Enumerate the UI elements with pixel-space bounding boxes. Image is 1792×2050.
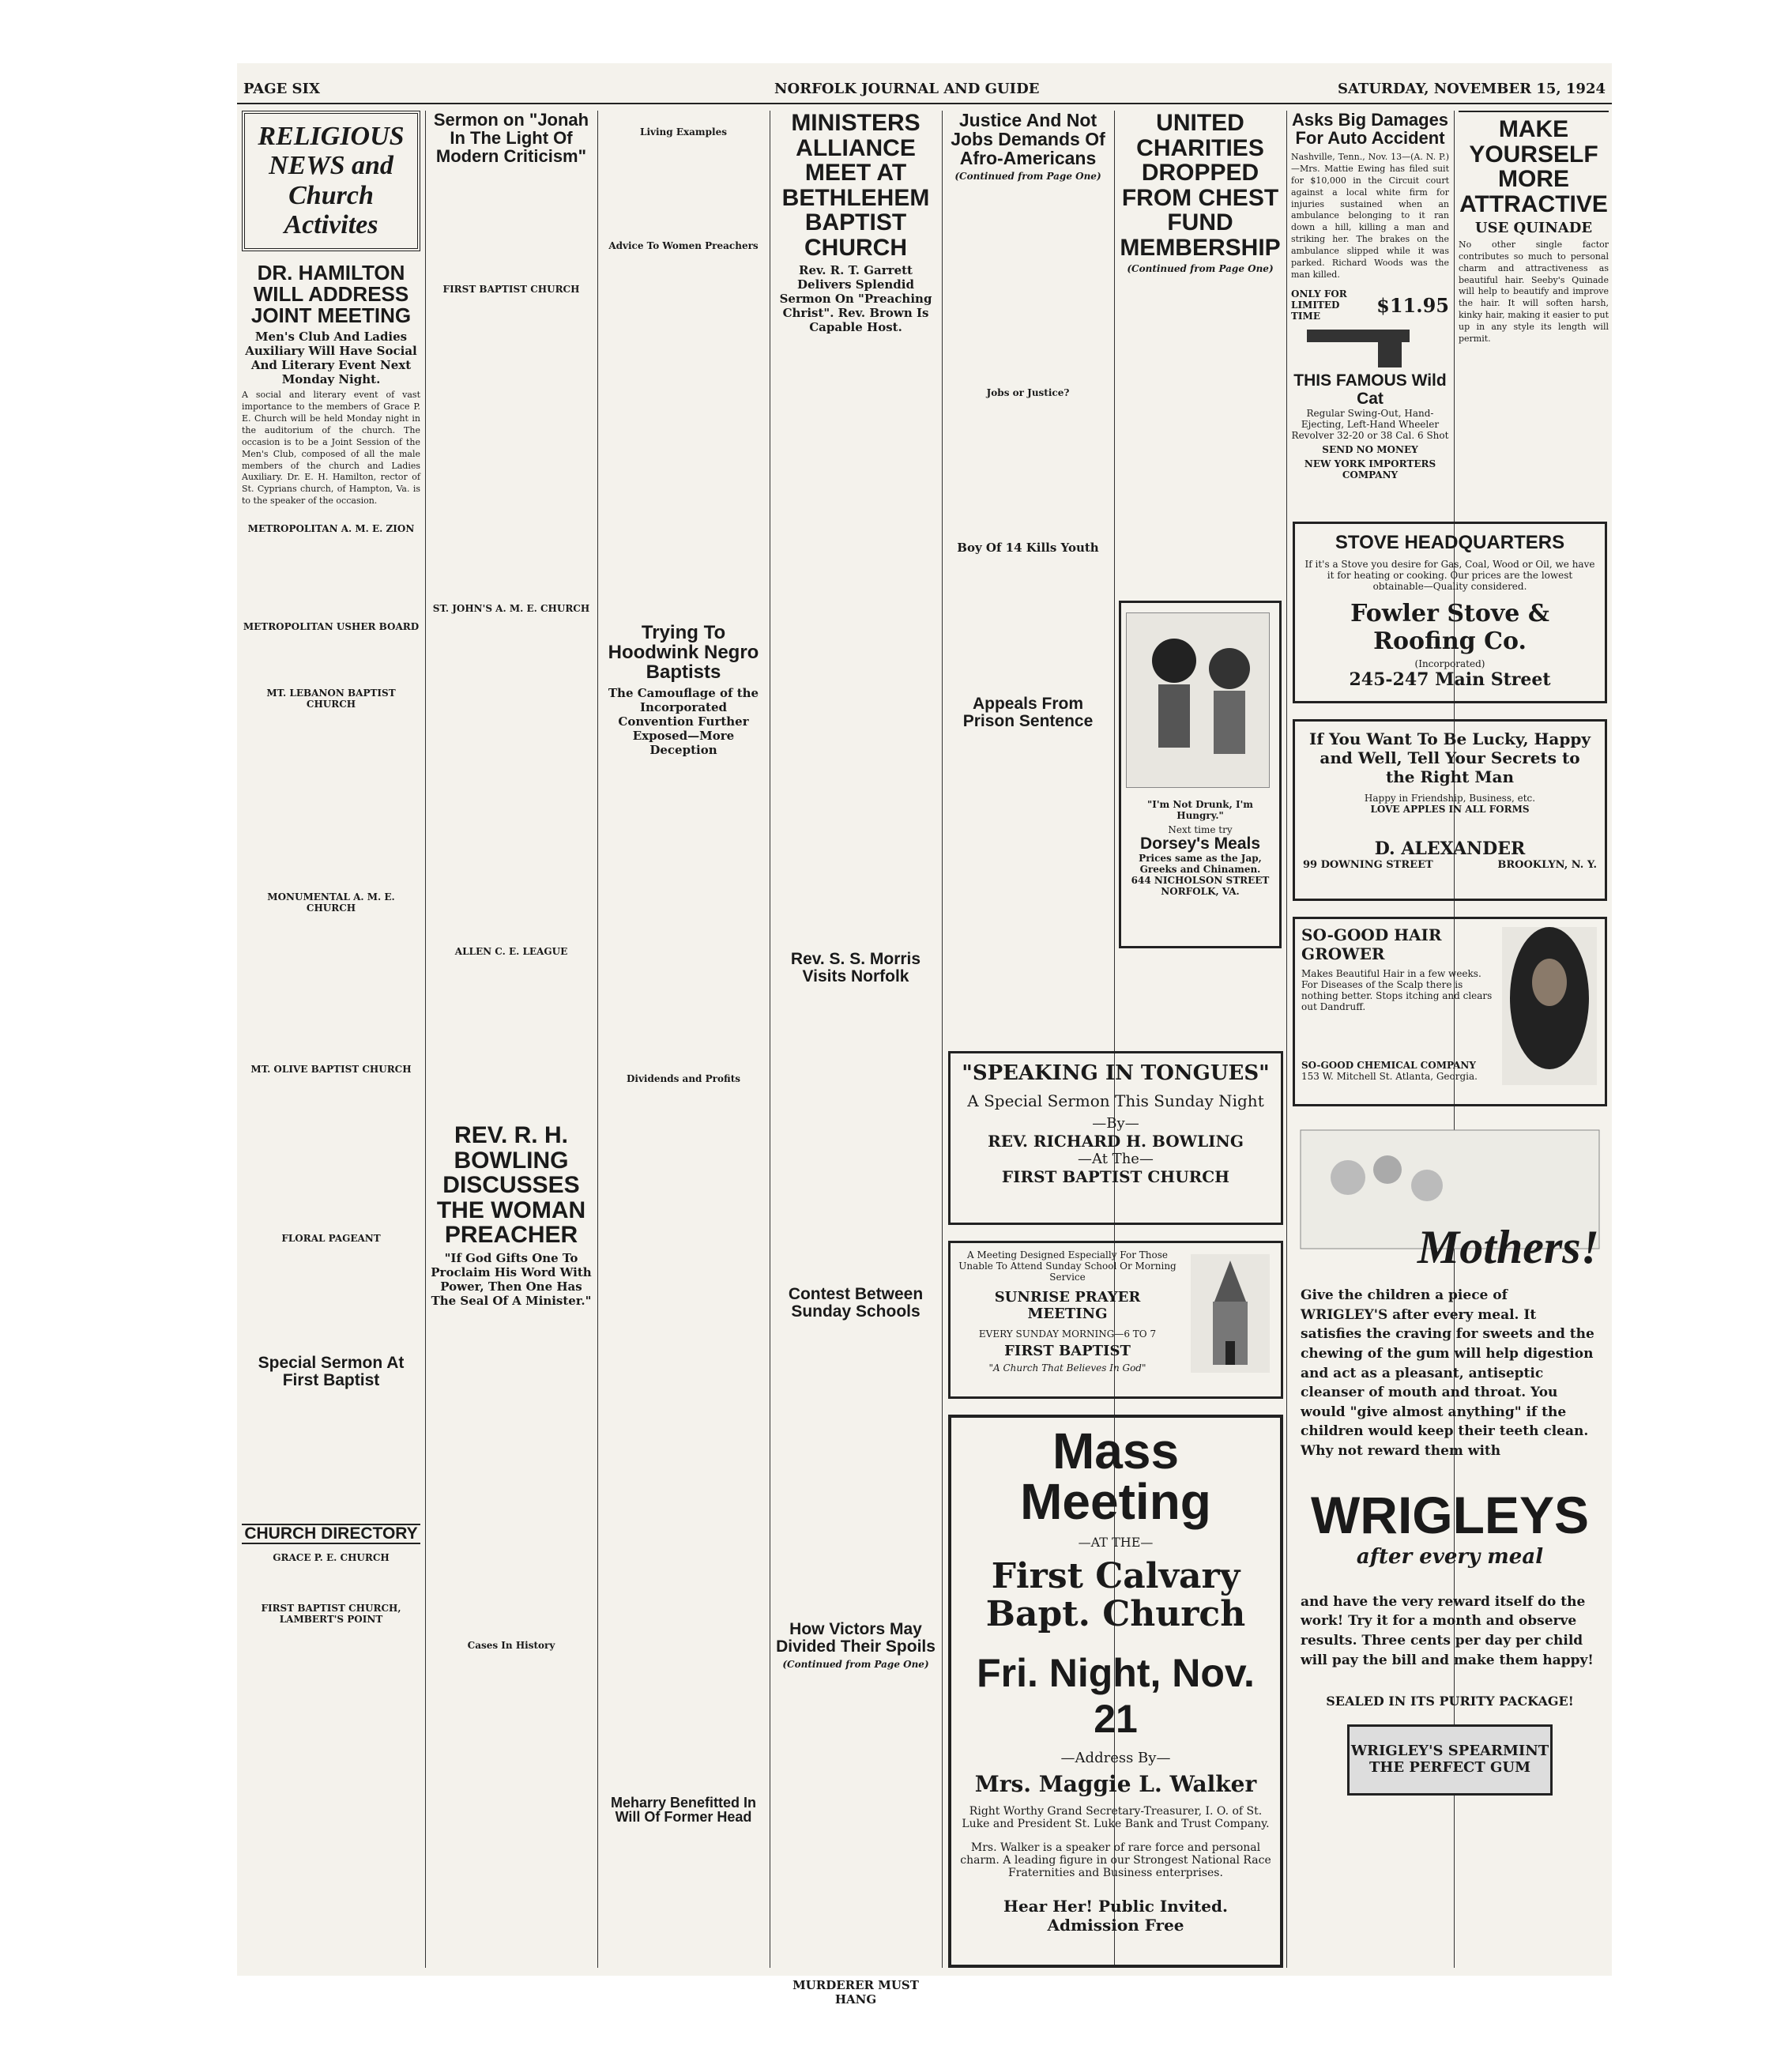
subhead: Men's Club And Ladies Auxiliary Will Have Social And Literary Event Next Monday Night. xyxy=(245,330,417,387)
column-8 xyxy=(1459,111,1609,506)
ad-address: 245-247 Main Street xyxy=(1349,669,1551,690)
masthead xyxy=(237,71,1612,104)
column-4 xyxy=(774,110,937,2007)
ad-line: LOVE APPLES IN ALL FORMS xyxy=(1370,804,1530,815)
column-rule xyxy=(1286,111,1287,1968)
ad-line: Makes Beautiful Hair in a few weeks. For Diseases of the Scalp there is nothing better. Stops itching and clears out Dandruff. xyxy=(1301,968,1493,1012)
ad-line: —Address By— xyxy=(1060,1749,1171,1766)
headline: Justice And Not Jobs Demands Of Afro-Americans xyxy=(951,110,1105,169)
article-body: A social and literary event of vast importance to the members of Grace P. E. Church will be held Monday night in the auditorium of the church. The occasion is to be a Joint Session of the Men's Club, composed of all the male members of the church and Ladies Auxiliary. Dr. E. H. Hamilton, rector of St. Cyprians church, of Hampton, Va. is to the speaker of the occasion. xyxy=(242,390,420,507)
church-heading: MONUMENTAL A. M. E. CHURCH xyxy=(267,891,395,914)
ad-church: FIRST BAPTIST xyxy=(1004,1343,1131,1359)
headline: Special Sermon At First Baptist xyxy=(258,1353,405,1389)
church-heading: ALLEN C. E. LEAGUE xyxy=(454,946,568,958)
tagline: after every meal xyxy=(1356,1544,1544,1569)
ad-line: Prices same as the Jap, Greeks and Chinamen. xyxy=(1139,853,1262,876)
ad-address: 644 NICHOLSON STREET NORFOLK, VA. xyxy=(1131,875,1270,898)
ad-motto: "A Church That Believes In God" xyxy=(988,1362,1146,1374)
tongues-ad xyxy=(948,1051,1283,1225)
ad-title: Mass Meeting xyxy=(1020,1423,1211,1530)
subhead: "If God Gifts One To Proclaim His Word With Power, Then One Has The Seal Of A Minister." xyxy=(431,1250,592,1308)
column-2 xyxy=(430,111,593,1968)
gun-price: $11.95 xyxy=(1376,293,1449,317)
headline: MAKE YOURSELF MORE ATTRACTIVE xyxy=(1459,111,1609,217)
column-rule xyxy=(597,111,598,1968)
headline: Appeals From Prison Sentence xyxy=(962,695,1094,731)
ad-address: 153 W. Mitchell St. Atlanta, Georgia. xyxy=(1301,1071,1478,1082)
headline: Meharry Benefitted In Will Of Former Head xyxy=(610,1794,757,1826)
ad-line: Mrs. Walker is a speaker of rare force and personal charm. A leading figure in our Strongest National Race Fraternities and Business enterprises. xyxy=(960,1841,1271,1879)
section-heading: Cases In History xyxy=(467,1639,555,1651)
section-heading: Jobs or Justice? xyxy=(986,387,1070,399)
headline: Trying To Hoodwink Negro Baptists xyxy=(608,622,759,684)
section-heading: Dividends and Profits xyxy=(626,1072,740,1084)
headline: CHURCH DIRECTORY xyxy=(242,1524,420,1544)
ad-line: (Incorporated) xyxy=(1414,658,1485,669)
ad-body: Give the children a piece of WRIGLEY'S after every meal. It satisfies the craving for sweets and the chewing of the gum will help digestion and act as a pleasant, antiseptic cleanser of mouth and throat. You would "give almost anything" if the children would keep their teeth clean. Why not reward them with xyxy=(1301,1287,1594,1460)
ad-title: If You Want To Be Lucky, Happy and Well, Tell Your Secrets to the Right Man xyxy=(1309,729,1591,786)
gun-company: NEW YORK IMPORTERS COMPANY xyxy=(1304,458,1436,480)
church-heading: METROPOLITAN USHER BOARD xyxy=(243,620,420,632)
portrait-illustration xyxy=(1502,927,1597,1085)
continued-note: (Continued from Page One) xyxy=(954,171,1101,183)
ad-line: —At The— xyxy=(1078,1151,1154,1167)
ad-line: Happy in Friendship, Business, etc. xyxy=(1364,793,1536,804)
gun-name: THIS FAMOUS Wild Cat xyxy=(1293,371,1447,408)
headline: Asks Big Damages For Auto Accident xyxy=(1291,110,1449,149)
ad-company: Fowler Stove & Roofing Co. xyxy=(1350,600,1549,655)
column-7 xyxy=(1291,111,1449,506)
ad-body: and have the very reward itself do the work! Try it for a month and observe results. Three cents per day per child will pay the bill and make them happy! xyxy=(1301,1593,1594,1668)
church-heading: MT. OLIVE BAPTIST CHURCH xyxy=(250,1063,412,1075)
ad-line: —By— xyxy=(1092,1115,1139,1132)
subhead: The Camouflage of the Incorporated Convention Further Exposed—More Deception xyxy=(608,685,759,757)
ad-speaker: Mrs. Maggie L. Walker xyxy=(974,1770,1257,1797)
ad-title: STOVE HEADQUARTERS xyxy=(1335,532,1565,553)
ad-address-row xyxy=(1303,859,1597,871)
headline: Contest Between Sunday Schools xyxy=(788,1285,924,1321)
ad-line: SEALED IN ITS PURITY PACKAGE! xyxy=(1326,1694,1574,1709)
sunrise-text xyxy=(957,1249,1178,1374)
article-body: Nashville, Tenn., Nov. 13—(A. N. P.)—Mrs. Mattie Ewing has filed suit for $10,000 in the Circuit court against a local white firm for injuries sustained when an ambulance belonging to it ran down a hill, killing a man and striking her. The brakes on the ambulance slipped while it was parked. Richard Woods was the man killed. xyxy=(1291,152,1449,280)
church-heading: FIRST BAPTIST CHURCH xyxy=(442,284,580,296)
section-heading: Advice To Women Preachers xyxy=(608,240,759,251)
page-number: PAGE SIX xyxy=(243,81,320,97)
church-heading: METROPOLITAN A. M. E. ZION xyxy=(247,522,415,534)
issue-date: SATURDAY, NOVEMBER 15, 1924 xyxy=(1337,81,1606,97)
headline: REV. R. H. BOWLING DISCUSSES THE WOMAN PREACHER xyxy=(436,1122,586,1249)
column-5 xyxy=(947,111,1109,680)
headline: Sermon on "Jonah In The Light Of Modern Criticism" xyxy=(433,110,589,167)
lucky-ad xyxy=(1293,719,1607,901)
gum-package: WRIGLEY'S SPEARMINT THE PERFECT GUM xyxy=(1347,1724,1553,1796)
headline: How Victors May Divided Their Spoils xyxy=(776,1620,936,1656)
ad-title: Mothers! xyxy=(1417,1221,1599,1273)
headline: Rev. S. S. Morris Visits Norfolk xyxy=(790,950,921,986)
column-5-lower xyxy=(947,695,1109,956)
ad-name: Dorsey's Meals xyxy=(1139,835,1261,853)
cartoon-illustration xyxy=(1126,612,1270,788)
ad-line: Next time try xyxy=(1168,824,1233,835)
directory-entry: GRACE P. E. CHURCH xyxy=(273,1552,390,1564)
column-rule xyxy=(942,111,943,1968)
ad-footer: Hear Her! Public Invited. Admission Free xyxy=(1003,1896,1228,1935)
revolver-illustration xyxy=(1291,322,1441,369)
newspaper-page xyxy=(237,63,1612,2007)
headline: Boy Of 14 Kills Youth xyxy=(957,541,1099,556)
ad-speaker: REV. RICHARD H. BOWLING xyxy=(988,1132,1244,1151)
church-heading: MT. LEBANON BAPTIST CHURCH xyxy=(266,687,396,710)
ad-date: Fri. Night, Nov. 21 xyxy=(977,1650,1255,1741)
ad-title: SUNRISE PRAYER MEETING xyxy=(994,1289,1141,1322)
ad-line: A Special Sermon This Sunday Night xyxy=(967,1091,1264,1110)
headline: DR. HAMILTON WILL ADDRESS JOINT MEETING xyxy=(250,260,412,328)
column-rule xyxy=(425,111,426,1968)
section-title: RELIGIOUS NEWS and Church Activites xyxy=(242,111,420,251)
subhead: Rev. R. T. Garrett Delivers Splendid Sermon On "Preaching Christ". Rev. Brown Is Capable Host. xyxy=(779,263,932,334)
headline: UNITED CHARITIES DROPPED FROM CHEST FUND MEMBERSHIP xyxy=(1120,110,1281,261)
ad-city: BROOKLYN, N. Y. xyxy=(1497,859,1597,871)
ad-line: Right Worthy Grand Secretary-Treasurer, I. O. of St. Luke and President St. Luke Bank and Trust Company. xyxy=(962,1804,1270,1830)
ad-line: —AT THE— xyxy=(1078,1535,1154,1550)
continued-note: (Continued from Page One) xyxy=(782,1659,929,1671)
headline: MURDERER MUST HANG xyxy=(792,1978,919,2007)
directory-entry: FIRST BAPTIST CHURCH, LAMBERT'S POINT xyxy=(261,1603,401,1626)
gun-send: SEND NO MONEY xyxy=(1322,443,1418,455)
hair-grower-ad xyxy=(1293,917,1607,1106)
brand-name: WRIGLEYS xyxy=(1310,1485,1589,1544)
ad-line: If it's a Stove you desire for Gas, Coal, Wood or Oil, we have it for heating or cooking. Our prices are the lowest obtainable—Quality considered. xyxy=(1304,559,1595,592)
church-heading: ST. JOHN'S A. M. E. CHURCH xyxy=(432,603,590,615)
gun-detail: Regular Swing-Out, Hand-Ejecting, Left-Hand Wheeler Revolver 32-20 or 38 Cal. 6 Shot xyxy=(1291,407,1449,441)
ad-company: SO-GOOD CHEMICAL COMPANY xyxy=(1301,1060,1476,1071)
column-1 xyxy=(242,111,420,1968)
church-heading: FLORAL PAGEANT xyxy=(281,1232,381,1244)
ad-line: A Meeting Designed Especially For Those Unable To Attend Sunday School Or Morning Service xyxy=(958,1249,1176,1283)
cartoon-caption: "I'm Not Drunk, I'm Hungry." xyxy=(1147,799,1253,821)
ad-church: FIRST BAPTIST CHURCH xyxy=(1001,1167,1230,1186)
column-6 xyxy=(1119,111,1282,601)
ad-title: SO-GOOD HAIR GROWER xyxy=(1301,925,1442,963)
ad-church: First Calvary Bapt. Church xyxy=(985,1556,1246,1635)
church-illustration xyxy=(1191,1254,1270,1373)
dorsey-ad xyxy=(1119,601,1282,948)
continued-note: (Continued from Page One) xyxy=(1127,263,1274,274)
ad-line: EVERY SUNDAY MORNING—6 TO 7 xyxy=(978,1328,1157,1340)
sunrise-ad xyxy=(948,1241,1283,1399)
wrigley-ad xyxy=(1293,1122,1607,1968)
headline: MINISTERS ALLIANCE MEET AT BETHLEHEM BAPTIST CHURCH xyxy=(781,110,930,261)
article-body: No other single factor contributes so much to personal charm and attractiveness as beautiful hair. Seeby's Quinade will help to beautify and improve the hair. It will soften harsh, kinky hair, making it easier to put up in any style its length will permit. xyxy=(1459,239,1609,344)
hair-text xyxy=(1301,925,1499,1082)
subhead: USE QUINADE xyxy=(1474,220,1593,236)
gun-ad-header xyxy=(1291,288,1449,322)
ad-title: "SPEAKING IN TONGUES" xyxy=(962,1061,1270,1085)
stove-ad xyxy=(1293,522,1607,703)
ad-address: 99 DOWNING STREET xyxy=(1303,859,1433,871)
ad-name: D. ALEXANDER xyxy=(1374,838,1526,859)
mass-meeting-ad xyxy=(948,1415,1283,1968)
gun-offer: ONLY FOR LIMITED TIME xyxy=(1291,288,1347,322)
paper-name: NORFOLK JOURNAL AND GUIDE xyxy=(774,81,1040,97)
section-heading: Living Examples xyxy=(640,126,727,138)
column-3 xyxy=(602,111,765,1968)
